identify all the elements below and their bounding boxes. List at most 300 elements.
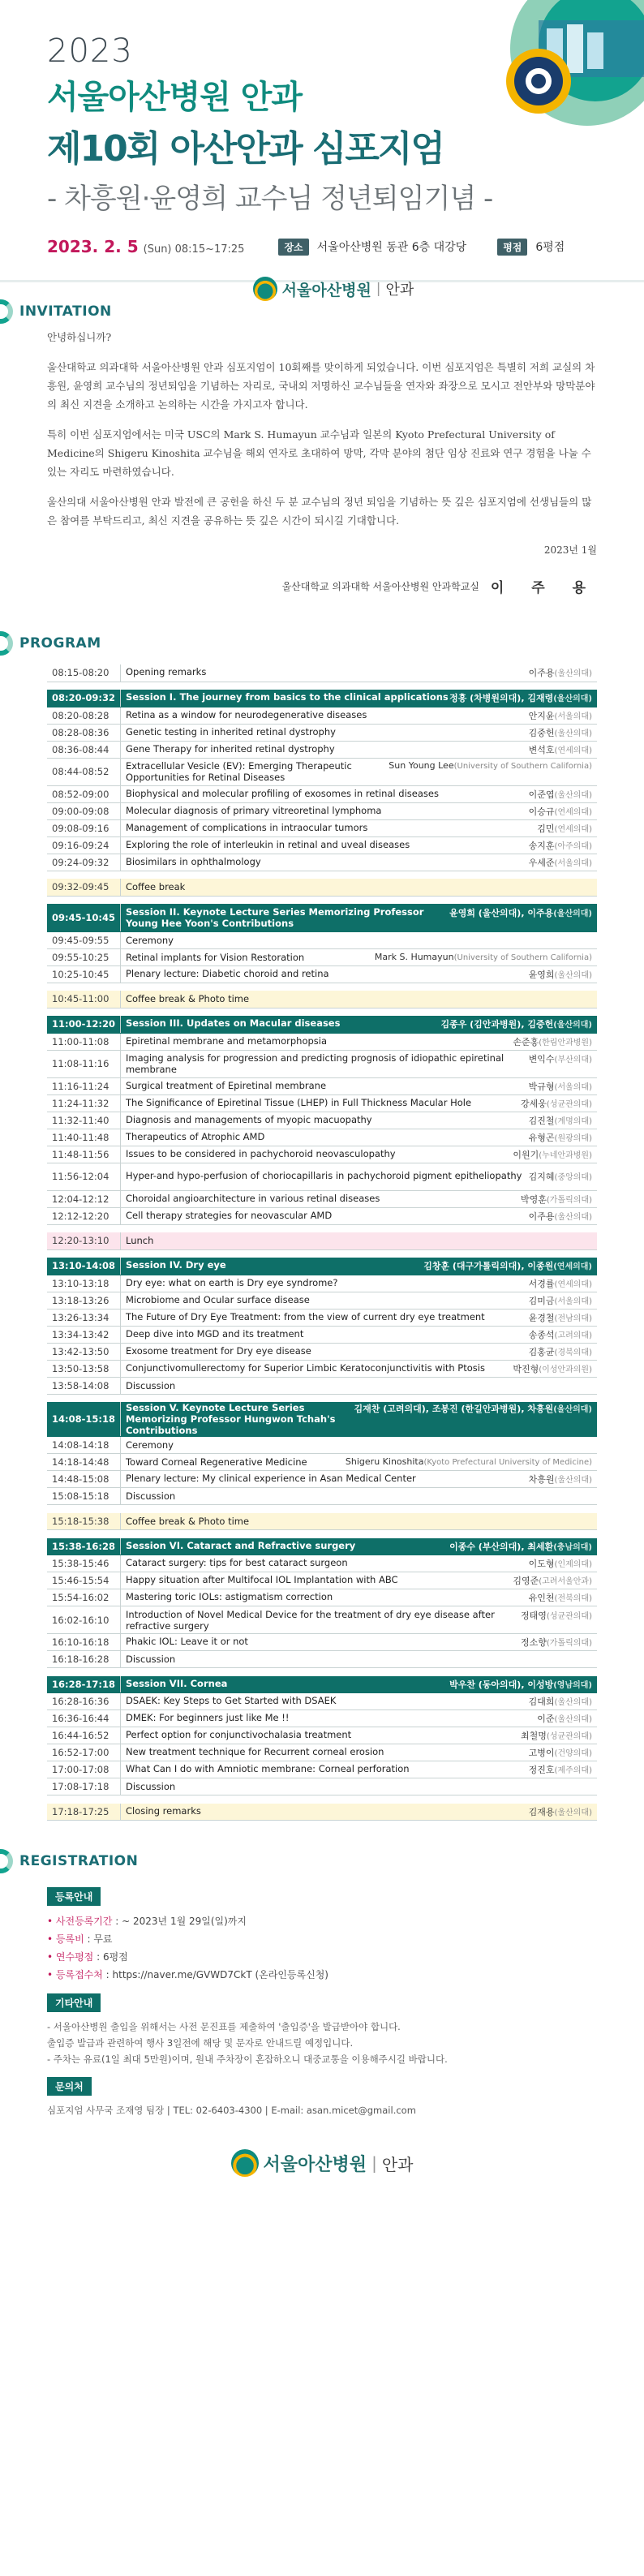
- break-row: [47, 1513, 597, 1530]
- program-row: [47, 802, 597, 819]
- logo-divider: |: [371, 2153, 377, 2173]
- hero-year: 2023: [47, 32, 133, 70]
- row-title: Cataract surgery: tips for best cataract surgeon: [125, 1557, 348, 1568]
- row-title: New treatment technique for Recurrent corneal erosion: [125, 1746, 384, 1757]
- row-time: 09:45-09:55: [47, 931, 120, 948]
- row-time: 11:56-12:04: [47, 1163, 120, 1190]
- speaker-name: 정소향: [521, 1637, 547, 1648]
- registration-line: • 등록비 : 무료: [47, 1933, 113, 1945]
- row-title: Biophysical and molecular profiling of exosomes in retinal diseases: [125, 787, 439, 799]
- ring-icon: [0, 631, 13, 656]
- row-spacer: [47, 896, 597, 904]
- program-row: [47, 1275, 597, 1292]
- speaker-name: 김미금: [528, 1295, 555, 1306]
- speaker-name: 윤영희 (울산의대), 이주용: [449, 907, 554, 918]
- row-spacer: [47, 1394, 597, 1402]
- row-title: Deep dive into MGD and its treatment: [125, 1327, 304, 1340]
- registration-line: • 연수평점 : 6평점: [47, 1951, 128, 1963]
- hero-banner: [0, 0, 644, 299]
- speaker-name: 송지훈: [528, 840, 555, 851]
- speaker-affiliation: (울산의대): [554, 790, 592, 800]
- speaker-affiliation: (성균관의대): [546, 1732, 592, 1741]
- speaker-name: 이원기: [513, 1149, 539, 1160]
- program-row: [47, 1326, 597, 1343]
- row-time: 16:52-17:00: [47, 1744, 120, 1761]
- row-time: 16:36-16:44: [47, 1710, 120, 1727]
- other-info-label: 기타안내: [47, 1993, 101, 2012]
- row-time: 11:00-12:20: [47, 1016, 120, 1033]
- speaker-name: 김지혜: [528, 1172, 555, 1182]
- speaker-name: 김창훈 (대구가톨릭의대), 이종원: [423, 1261, 554, 1272]
- invitation-para-2: 특히 이번 심포지엄에서는 미국 USC의 Mark S. Humayun 교수님과 일본의 Kyoto Prefectural University of Medicine의 Shigeru Kinoshita 교수님을 해외 연자로 초대하여 망막, 각막 분야의 첨단 임상 진료와 연구 경험을 나눌 수 있는 자리도 마련하였습니다.: [47, 428, 591, 478]
- row-speaker: [423, 1259, 592, 1272]
- row-title: Mastering toric IOLs: astigmatism correction: [125, 1591, 333, 1602]
- dept-name: 안과: [381, 2154, 414, 2174]
- speaker-affiliation: (전북의대): [554, 1594, 592, 1603]
- speaker-affiliation: (서울의대): [554, 858, 592, 868]
- row-speaker: [521, 1097, 592, 1110]
- row-title: Hyper-and hypo-perfusion of choriocapillaris in pachychoroid pigment epitheliopathy: [125, 1170, 522, 1181]
- row-title: The Future of Dry Eye Treatment: from the view of current dry eye treatment: [125, 1310, 485, 1322]
- speaker-name: 김중헌: [528, 727, 555, 738]
- credit-value: 6평점: [535, 241, 565, 254]
- row-speaker: [529, 1746, 592, 1759]
- contact-label: 문의처: [47, 2077, 92, 2096]
- row-title: Coffee break: [125, 881, 186, 893]
- row-time: 08:28-08:36: [47, 724, 120, 741]
- row-time: 16:44-16:52: [47, 1727, 120, 1744]
- speaker-name: 정진호: [528, 1765, 555, 1775]
- row-time: 15:08-15:18: [47, 1488, 120, 1505]
- session-row: [47, 1016, 597, 1033]
- contact-line: 심포지엄 사무국 조재영 팀장 | TEL: 02-6403-4300 | E-mail: asan.micet@gmail.com: [47, 2105, 416, 2116]
- row-time: 13:26-13:34: [47, 1309, 120, 1326]
- speaker-name: 박영훈: [521, 1193, 547, 1205]
- row-time: 16:28-16:36: [47, 1693, 120, 1710]
- speaker-affiliation: (울산의대): [554, 1808, 592, 1817]
- row-speaker: [375, 952, 592, 962]
- row-title: Choroidal angioarchitecture in various retinal diseases: [125, 1192, 380, 1204]
- speaker-name: 변석호: [528, 744, 555, 755]
- invitation-date: 2023년 1월: [543, 544, 597, 556]
- program-row: [47, 819, 597, 836]
- row-spacer: [47, 1795, 597, 1804]
- row-speaker: [529, 1557, 592, 1570]
- invitation-para-3: 울산의대 서울아산병원 안과 발전에 큰 공헌을 하신 두 분 교수님의 정년 퇴임을 기념하는 뜻 깊은 심포지엄에 선생님들의 많은 참여를 부탁드리고, 최신 지견을 공유하는 뜻 깊은 시간이 되시길 기대합니다.: [47, 496, 592, 527]
- row-title: Conjunctivomullerectomy for Superior Limbic Keratoconjunctivitis with Ptosis: [125, 1361, 485, 1374]
- row-time: 17:08-17:18: [47, 1778, 120, 1795]
- row-title: Dry eye: what on earth is Dry eye syndrome?: [125, 1276, 338, 1288]
- speaker-name: 이주용: [528, 1211, 555, 1222]
- row-title: Plenary lecture: My clinical experience in Asan Medical Center: [125, 1473, 416, 1484]
- speaker-name: 유형곤: [528, 1132, 555, 1143]
- row-speaker: [440, 1017, 592, 1030]
- hero-title-dept: 서울아산병원 안과: [47, 79, 303, 116]
- hospital-name: 서울아산병원: [281, 281, 371, 299]
- speaker-name: 김종우 (김안과병원), 김중헌: [440, 1019, 554, 1030]
- break-row: [47, 1804, 597, 1821]
- row-title: Genetic testing in inherited retinal dystrophy: [125, 725, 336, 738]
- speaker-name: 이준엽: [528, 789, 555, 800]
- program-row: [47, 1589, 597, 1606]
- row-title: Imaging analysis for progression and predicting prognosis of idiopathic epiretinal membrane: [125, 1052, 504, 1075]
- row-title: Plenary lecture: Diabetic choroid and retina: [125, 967, 329, 979]
- row-speaker: [529, 1080, 592, 1093]
- speaker-name: 윤영희: [528, 969, 555, 980]
- row-spacer: [47, 1249, 597, 1258]
- row-speaker: [529, 839, 592, 852]
- break-row: [47, 1232, 597, 1249]
- speaker-name: 김영준: [513, 1576, 539, 1586]
- program-row: [47, 836, 597, 854]
- row-speaker: [529, 1805, 592, 1818]
- speaker-name: 강세웅: [521, 1098, 547, 1109]
- program-row: [47, 1727, 597, 1744]
- speaker-name: Mark S. Humayun: [374, 951, 454, 962]
- speaker-name: Sun Young Lee: [389, 760, 454, 771]
- row-speaker: [449, 906, 592, 919]
- row-title: Microbiome and Ocular surface disease: [125, 1293, 310, 1305]
- session-row: [47, 1538, 597, 1555]
- row-title: Session IV. Dry eye: [125, 1259, 226, 1271]
- row-time: 15:38-16:28: [47, 1538, 120, 1555]
- speaker-affiliation: (성균관의대): [546, 1611, 592, 1621]
- row-time: 16:18-16:28: [47, 1651, 120, 1668]
- program-row: [47, 1309, 597, 1326]
- speaker-name: 우세준: [528, 857, 555, 868]
- notice-line: - 주차는 유료(1일 최대 5만원)이며, 원내 주차장이 혼잡하오니 대중교통을 이용해주시길 바랍니다.: [47, 2053, 448, 2065]
- row-speaker: [449, 691, 592, 704]
- session-row: [47, 1402, 597, 1437]
- program-row: [47, 1488, 597, 1505]
- speaker-affiliation: (고려서울안과): [539, 1577, 592, 1586]
- row-time: 17:18-17:25: [47, 1804, 120, 1821]
- row-title: Retinal implants for Vision Restoration: [125, 951, 305, 963]
- row-title: DMEK: For beginners just like Me !!: [125, 1712, 290, 1723]
- row-time: 13:10-13:18: [47, 1275, 120, 1292]
- program-row: [47, 758, 597, 785]
- speaker-name: 정태영: [521, 1610, 547, 1621]
- speaker-name: 이주용: [528, 668, 555, 679]
- speaker-affiliation: (원광의대): [554, 1133, 592, 1143]
- program-row: [47, 1077, 597, 1094]
- row-time: 11:16-11:24: [47, 1077, 120, 1094]
- speaker-name: 김홍균: [528, 1346, 555, 1357]
- program-row: [47, 1651, 597, 1668]
- credit-tag: 평점: [497, 239, 527, 256]
- row-time: 13:34-13:42: [47, 1326, 120, 1343]
- program-row: [47, 1207, 597, 1224]
- hospital-name: 서울아산병원: [263, 2154, 367, 2175]
- speaker-name: 정흥 (차병원의대), 김재령: [449, 693, 554, 704]
- row-speaker: [513, 1148, 592, 1161]
- row-speaker: [449, 1540, 592, 1553]
- session-row: [47, 1258, 597, 1275]
- speaker-affiliation: (성균관의대): [546, 1099, 592, 1109]
- row-speaker: [529, 1473, 592, 1486]
- program-row: [47, 1744, 597, 1761]
- program-row: [47, 1454, 597, 1471]
- program-row: [47, 1778, 597, 1795]
- row-spacer: [47, 1530, 597, 1538]
- row-speaker: [521, 1636, 592, 1649]
- row-speaker: [529, 1131, 592, 1144]
- row-speaker: [513, 1574, 592, 1587]
- row-speaker: [529, 1591, 592, 1604]
- row-speaker: [529, 1277, 592, 1290]
- row-spacer: [47, 682, 597, 690]
- invitation-heading: INVITATION: [0, 295, 644, 328]
- speaker-name: 김민: [537, 823, 555, 834]
- row-speaker: [513, 1035, 592, 1048]
- row-speaker: [529, 743, 592, 756]
- registration-line[interactable]: • 등록접수처 : https://naver.me/GVWD7CkT (온라인등록신청): [47, 1969, 328, 1980]
- row-time: 13:10-14:08: [47, 1258, 120, 1275]
- row-spacer: [47, 1008, 597, 1016]
- row-title: Ceremony: [125, 1439, 174, 1451]
- row-time: 14:18-14:48: [47, 1454, 120, 1471]
- row-time: 16:10-16:18: [47, 1634, 120, 1651]
- row-spacer: [47, 1668, 597, 1676]
- speaker-affiliation: (울산의대): [554, 1698, 592, 1707]
- session-row: [47, 690, 597, 707]
- program-row: [47, 1377, 597, 1394]
- row-title: Introduction of Novel Medical Device for the treatment of dry eye disease after refractive surgery: [125, 1608, 495, 1632]
- program-row: [47, 785, 597, 802]
- session-row: [47, 904, 597, 931]
- speaker-name: 유인천: [528, 1593, 555, 1603]
- row-title: Surgical treatment of Epiretinal membrane: [125, 1079, 327, 1091]
- speaker-name: 안지윤: [528, 710, 555, 721]
- program-row: [47, 1050, 597, 1077]
- row-title: Discussion: [125, 1379, 176, 1391]
- row-title: Discussion: [125, 1781, 176, 1792]
- row-title: Session II. Keynote Lecture Series Memorizing Professor Young Hee Yoon's Contributions: [125, 905, 424, 929]
- speaker-name: 박우찬 (동아의대), 이성방: [449, 1679, 554, 1690]
- speaker-name: 윤경철: [528, 1312, 555, 1323]
- row-speaker: [521, 1729, 592, 1742]
- row-time: 15:38-15:46: [47, 1555, 120, 1572]
- row-speaker: [346, 1456, 592, 1467]
- program-row: [47, 1112, 597, 1129]
- speaker-affiliation: (연세의대): [554, 807, 592, 817]
- hero-building-graphic: [466, 0, 644, 162]
- hero-info-row: [47, 237, 620, 256]
- row-time: 14:08-14:18: [47, 1437, 120, 1454]
- program-row: [47, 948, 597, 965]
- row-title: Retina as a window for neurodegenerative diseases: [125, 708, 367, 720]
- speaker-affiliation: (울산의대): [554, 1715, 592, 1724]
- row-time: 15:54-16:02: [47, 1589, 120, 1606]
- speaker-affiliation: (중앙의대): [554, 1173, 592, 1182]
- row-time: 08:20-08:28: [47, 707, 120, 724]
- row-title: Ceremony: [125, 934, 174, 946]
- row-title: Session I. The journey from basics to the clinical applications: [125, 691, 449, 703]
- row-speaker: [529, 788, 592, 801]
- row-title: Issues to be considered in pachychoroid neovasculopathy: [125, 1147, 396, 1159]
- row-time: 14:48-15:08: [47, 1471, 120, 1488]
- row-title: Session VII. Cornea: [125, 1677, 228, 1689]
- speaker-affiliation: (한림안과병원): [539, 1038, 592, 1047]
- row-time: 12:04-12:12: [47, 1190, 120, 1207]
- program-row: [47, 1693, 597, 1710]
- row-time: 12:12-12:20: [47, 1207, 120, 1224]
- hero-subtitle: - 차흥원·윤영희 교수님 정년퇴임기념 -: [47, 183, 493, 215]
- speaker-affiliation: (울산의대): [553, 1021, 592, 1030]
- speaker-affiliation: (울산의대): [554, 1476, 592, 1485]
- row-time: 16:02-16:10: [47, 1606, 120, 1634]
- registration-body: [0, 1877, 644, 2118]
- row-time: 13:50-13:58: [47, 1360, 120, 1377]
- program-table: [47, 664, 597, 1821]
- speaker-name: 이승규: [528, 806, 555, 817]
- hospital-emblem-icon: [231, 2149, 259, 2177]
- row-time: 09:32-09:45: [47, 879, 120, 896]
- program-row: [47, 1146, 597, 1163]
- row-time: 09:08-09:16: [47, 819, 120, 836]
- row-speaker: [529, 1345, 592, 1358]
- speaker-name: 김대희: [528, 1697, 555, 1707]
- row-speaker: [529, 1210, 592, 1223]
- speaker-name: 고병이: [528, 1748, 555, 1758]
- row-title: DSAEK: Key Steps to Get Started with DSAEK: [125, 1695, 337, 1706]
- program-row: [47, 707, 597, 724]
- row-time: 10:25-10:45: [47, 965, 120, 983]
- row-spacer: [47, 871, 597, 879]
- program-row: [47, 854, 597, 871]
- row-speaker: [354, 1402, 592, 1415]
- row-title: Extracellular Vesicle (EV): Emerging Therapeutic Opportunities for Retinal Diseases: [125, 760, 352, 783]
- row-time: 15:46-15:54: [47, 1572, 120, 1589]
- row-title: The Significance of Epiretinal Tissue (LHEP) in Full Thickness Macular Hole: [125, 1096, 472, 1108]
- row-title: Session III. Updates on Macular diseases: [125, 1017, 341, 1030]
- footer-logo: [0, 2135, 644, 2191]
- break-row: [47, 879, 597, 896]
- speaker-affiliation: (울산의대): [553, 695, 592, 704]
- row-speaker: [529, 1170, 592, 1183]
- place-tag: 장소: [278, 239, 308, 256]
- row-time: 08:52-09:00: [47, 785, 120, 802]
- row-speaker: [529, 968, 592, 981]
- speaker-affiliation: (충남의대): [553, 1542, 592, 1552]
- row-time: 15:18-15:38: [47, 1513, 120, 1530]
- speaker-affiliation: (계명의대): [554, 1116, 592, 1126]
- program-heading: PROGRAM: [0, 627, 644, 660]
- speaker-affiliation: (연세의대): [554, 746, 592, 755]
- speaker-affiliation: (제주의대): [554, 1766, 592, 1775]
- speaker-name: 이종수 (부산의대), 최세환: [449, 1541, 554, 1552]
- program-row: [47, 1710, 597, 1727]
- row-speaker: [521, 1609, 592, 1622]
- speaker-affiliation: (아주의대): [554, 841, 592, 851]
- row-time: 09:24-09:32: [47, 854, 120, 871]
- hospital-emblem-icon: [253, 277, 277, 301]
- speaker-name: 송종석: [528, 1329, 555, 1340]
- speaker-affiliation: (경북의대): [554, 1348, 592, 1357]
- row-title: Epiretinal membrane and metamorphopsia: [125, 1034, 328, 1047]
- row-spacer: [47, 1505, 597, 1513]
- row-speaker: [529, 856, 592, 869]
- hero-title-symposium: 제10회 아산안과 심포지엄: [47, 128, 444, 170]
- speaker-affiliation: (울산의대): [553, 1405, 592, 1414]
- speaker-name: Shigeru Kinoshita: [345, 1456, 424, 1467]
- row-time: 17:00-17:08: [47, 1761, 120, 1778]
- row-speaker: [529, 805, 592, 818]
- program-row: [47, 724, 597, 741]
- speaker-name: 서경률: [528, 1278, 555, 1289]
- speaker-affiliation: (고려의대): [554, 1331, 592, 1340]
- program-row: [47, 1292, 597, 1309]
- row-speaker: [529, 1114, 592, 1127]
- program-row: [47, 1471, 597, 1488]
- speaker-affiliation: (가톨릭의대): [546, 1639, 592, 1648]
- speaker-affiliation: (University of Southern California): [453, 762, 592, 771]
- row-title: Exploring the role of interleukin in retinal and uveal diseases: [125, 838, 410, 850]
- row-time: 11:32-11:40: [47, 1112, 120, 1129]
- speaker-affiliation: (Kyoto Prefectural University of Medicine): [423, 1458, 592, 1467]
- row-title: Session VI. Cataract and Refractive surgery: [125, 1539, 356, 1551]
- row-title: What Can I do with Amniotic membrane: Corneal perforation: [125, 1763, 410, 1774]
- speaker-affiliation: (가톨릭의대): [546, 1195, 592, 1205]
- speaker-affiliation: (이성안과의원): [539, 1365, 592, 1374]
- row-speaker: [537, 1712, 592, 1725]
- speaker-affiliation: (울산의대): [554, 1212, 592, 1222]
- speaker-affiliation: (인제의대): [554, 1560, 592, 1569]
- registration-line: • 사전등록기간 : ~ 2023년 1월 29일(일)까지: [47, 1916, 247, 1927]
- program-row: [47, 1572, 597, 1589]
- speaker-affiliation: (University of Southern California): [453, 953, 592, 962]
- speaker-name: 박진형: [513, 1363, 539, 1374]
- row-time: 08:36-08:44: [47, 741, 120, 758]
- program-row: [47, 1190, 597, 1207]
- row-time: 11:48-11:56: [47, 1146, 120, 1163]
- speaker-name: 박규형: [528, 1081, 555, 1092]
- program-row: [47, 1360, 597, 1377]
- row-title: Diagnosis and managements of myopic macuopathy: [125, 1113, 372, 1125]
- row-time: 11:24-11:32: [47, 1094, 120, 1112]
- program-row: [47, 1761, 597, 1778]
- speaker-name: 손준홍: [513, 1036, 539, 1047]
- speaker-affiliation: (서울의대): [554, 712, 592, 721]
- notice-line: - 서울아산병원 출입을 위해서는 사전 문진표를 제출하여 '출입증'을 발급받아야 합니다.: [47, 2021, 401, 2032]
- row-time: 13:58-14:08: [47, 1377, 120, 1394]
- row-speaker: [529, 1695, 592, 1708]
- speaker-affiliation: (부산의대): [554, 1056, 592, 1064]
- speaker-affiliation: (울산의대): [554, 669, 592, 679]
- row-speaker: [529, 709, 592, 722]
- program-row: [47, 741, 597, 758]
- speaker-affiliation: (영남의대): [553, 1680, 592, 1690]
- speaker-affiliation: (울산의대): [553, 909, 592, 918]
- row-title: Toward Corneal Regenerative Medicine: [125, 1456, 307, 1468]
- program-row: [47, 1033, 597, 1050]
- row-time: 08:15-08:20: [47, 664, 120, 682]
- speaker-name: 변익수: [528, 1054, 555, 1064]
- row-title: Gene Therapy for inherited retinal dystrophy: [125, 742, 335, 755]
- speaker-name: 최철명: [521, 1731, 547, 1741]
- speaker-name: 김진철: [528, 1115, 555, 1126]
- row-title: Discussion: [125, 1490, 176, 1502]
- row-time: 12:20-13:10: [47, 1232, 120, 1249]
- row-time: 09:45-10:45: [47, 904, 120, 931]
- speaker-affiliation: (누네안과병원): [539, 1150, 592, 1160]
- signature: 울산대학교 의과대학 서울아산병원 안과학교실 이 주 용: [281, 580, 597, 596]
- row-speaker: [389, 760, 592, 771]
- speaker-affiliation: (서울의대): [554, 1082, 592, 1092]
- row-title: Coffee break & Photo time: [125, 1515, 250, 1527]
- row-spacer: [47, 983, 597, 991]
- row-speaker: [529, 1328, 592, 1341]
